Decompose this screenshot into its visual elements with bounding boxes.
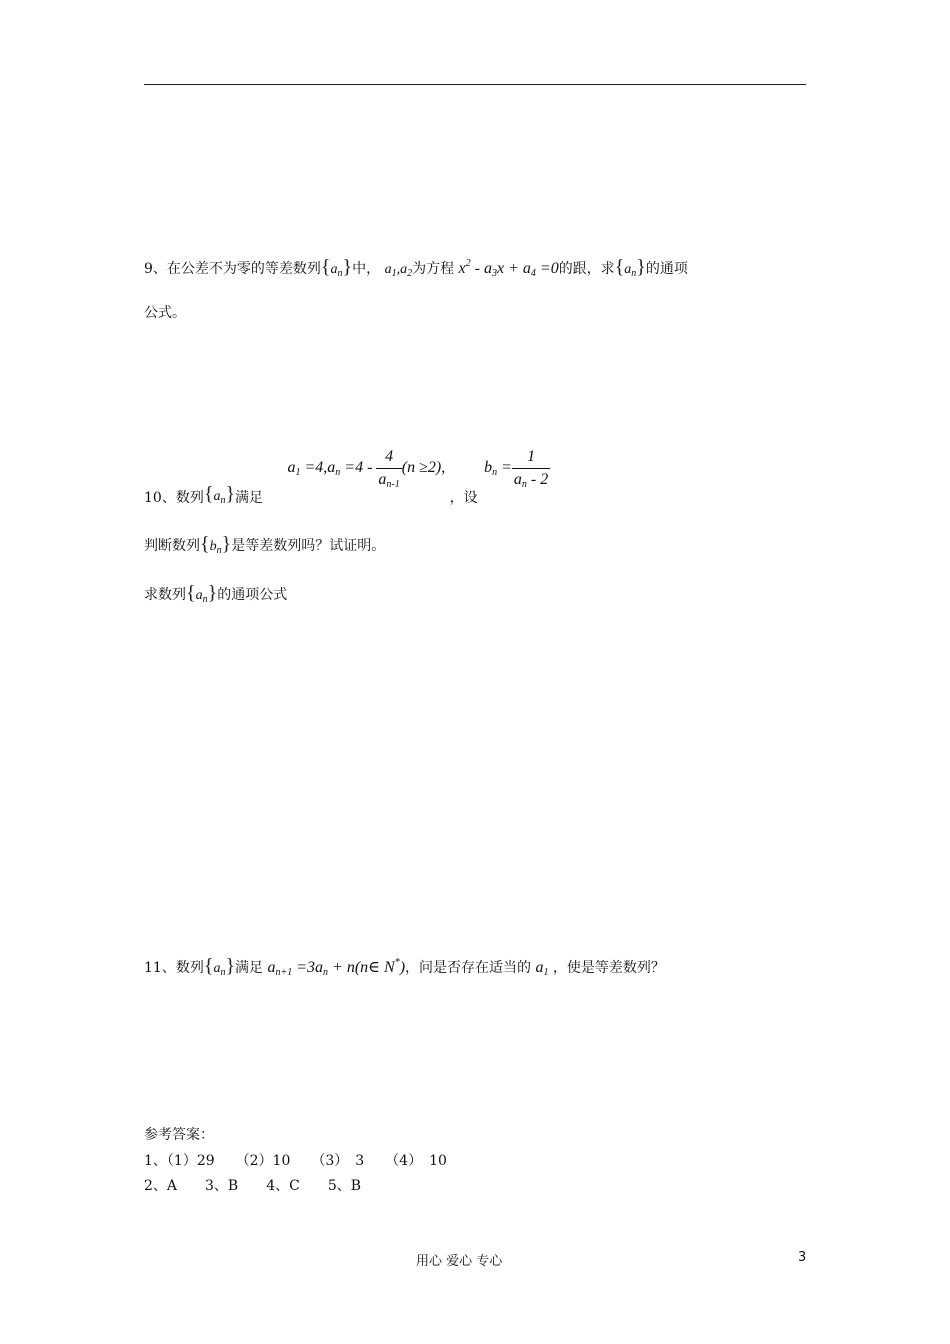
q9-mid2: 为方程	[412, 261, 455, 277]
answers-line-1: 1、（1）29 （2）10 （3） 3 （4） 10	[144, 1153, 447, 1169]
header-rule	[144, 84, 806, 85]
q10-comma-set: ，设	[449, 489, 478, 506]
q10-line3-tail: 的通项公式	[217, 587, 288, 603]
question-10-line-3	[144, 582, 287, 605]
footer-motto: 用心 爱心 专心	[416, 1254, 503, 1269]
q11-prefix: 11、数列	[144, 960, 204, 976]
seq-an-braces: $\{a_n\}$	[614, 256, 646, 279]
q10-prefix: 10、数列	[144, 489, 204, 506]
answers-line-2: 2、A 3、B 4、C 5、B	[144, 1178, 362, 1194]
q9-tail: 的通项	[645, 261, 688, 277]
formula-a1: a1	[535, 959, 549, 978]
question-11	[144, 955, 665, 978]
q9-mid3: 的跟，求	[558, 261, 615, 277]
q11-end: ，使是等差数列？	[552, 960, 665, 976]
q11-tail: ，问是否存在适当的	[405, 960, 532, 976]
formula-a1-a2: $a_1,a_2$	[384, 262, 413, 279]
seq-an-braces: $\{a_n\}$	[203, 482, 236, 506]
question-10-line-1	[144, 448, 550, 508]
q10-line3: 求数列	[144, 587, 186, 603]
formula-q11-recurrence: an+1 =3an + n(n∈ N*)	[267, 957, 406, 978]
seq-bn-braces: $\{b_n\}$	[200, 533, 232, 556]
q9-prefix: 9、在公差不为零的等差数列	[144, 261, 321, 277]
q10-mid: 满足	[235, 489, 264, 506]
formula-recurrence: a1 =4,an =4 - $\frac{4}{an-1}$ (n ≥2),	[287, 448, 446, 490]
formula-quadratic: $x^2 - a3x + a4 =0$	[458, 258, 559, 279]
answers-title: 参考答案：	[144, 1127, 214, 1143]
question-9-line-2: 公式。	[144, 305, 186, 321]
q10-line2-tail: 是等差数列吗？试证明。	[231, 538, 386, 554]
page-number: 3	[798, 1250, 807, 1265]
seq-an-braces: $\{a_n\}$	[320, 256, 353, 279]
q11-mid: 满足	[235, 960, 264, 976]
q9-mid1: 中，	[352, 261, 381, 277]
question-9-line-1	[144, 256, 688, 279]
formula-bn: bn = $\frac{1}{an - 2}$	[484, 448, 549, 490]
q10-line2: 判断数列	[144, 538, 200, 554]
seq-an-braces: $\{a_n\}$	[203, 955, 236, 978]
question-10-line-2	[144, 533, 385, 556]
seq-an-braces: $\{a_n\}$	[186, 582, 218, 605]
